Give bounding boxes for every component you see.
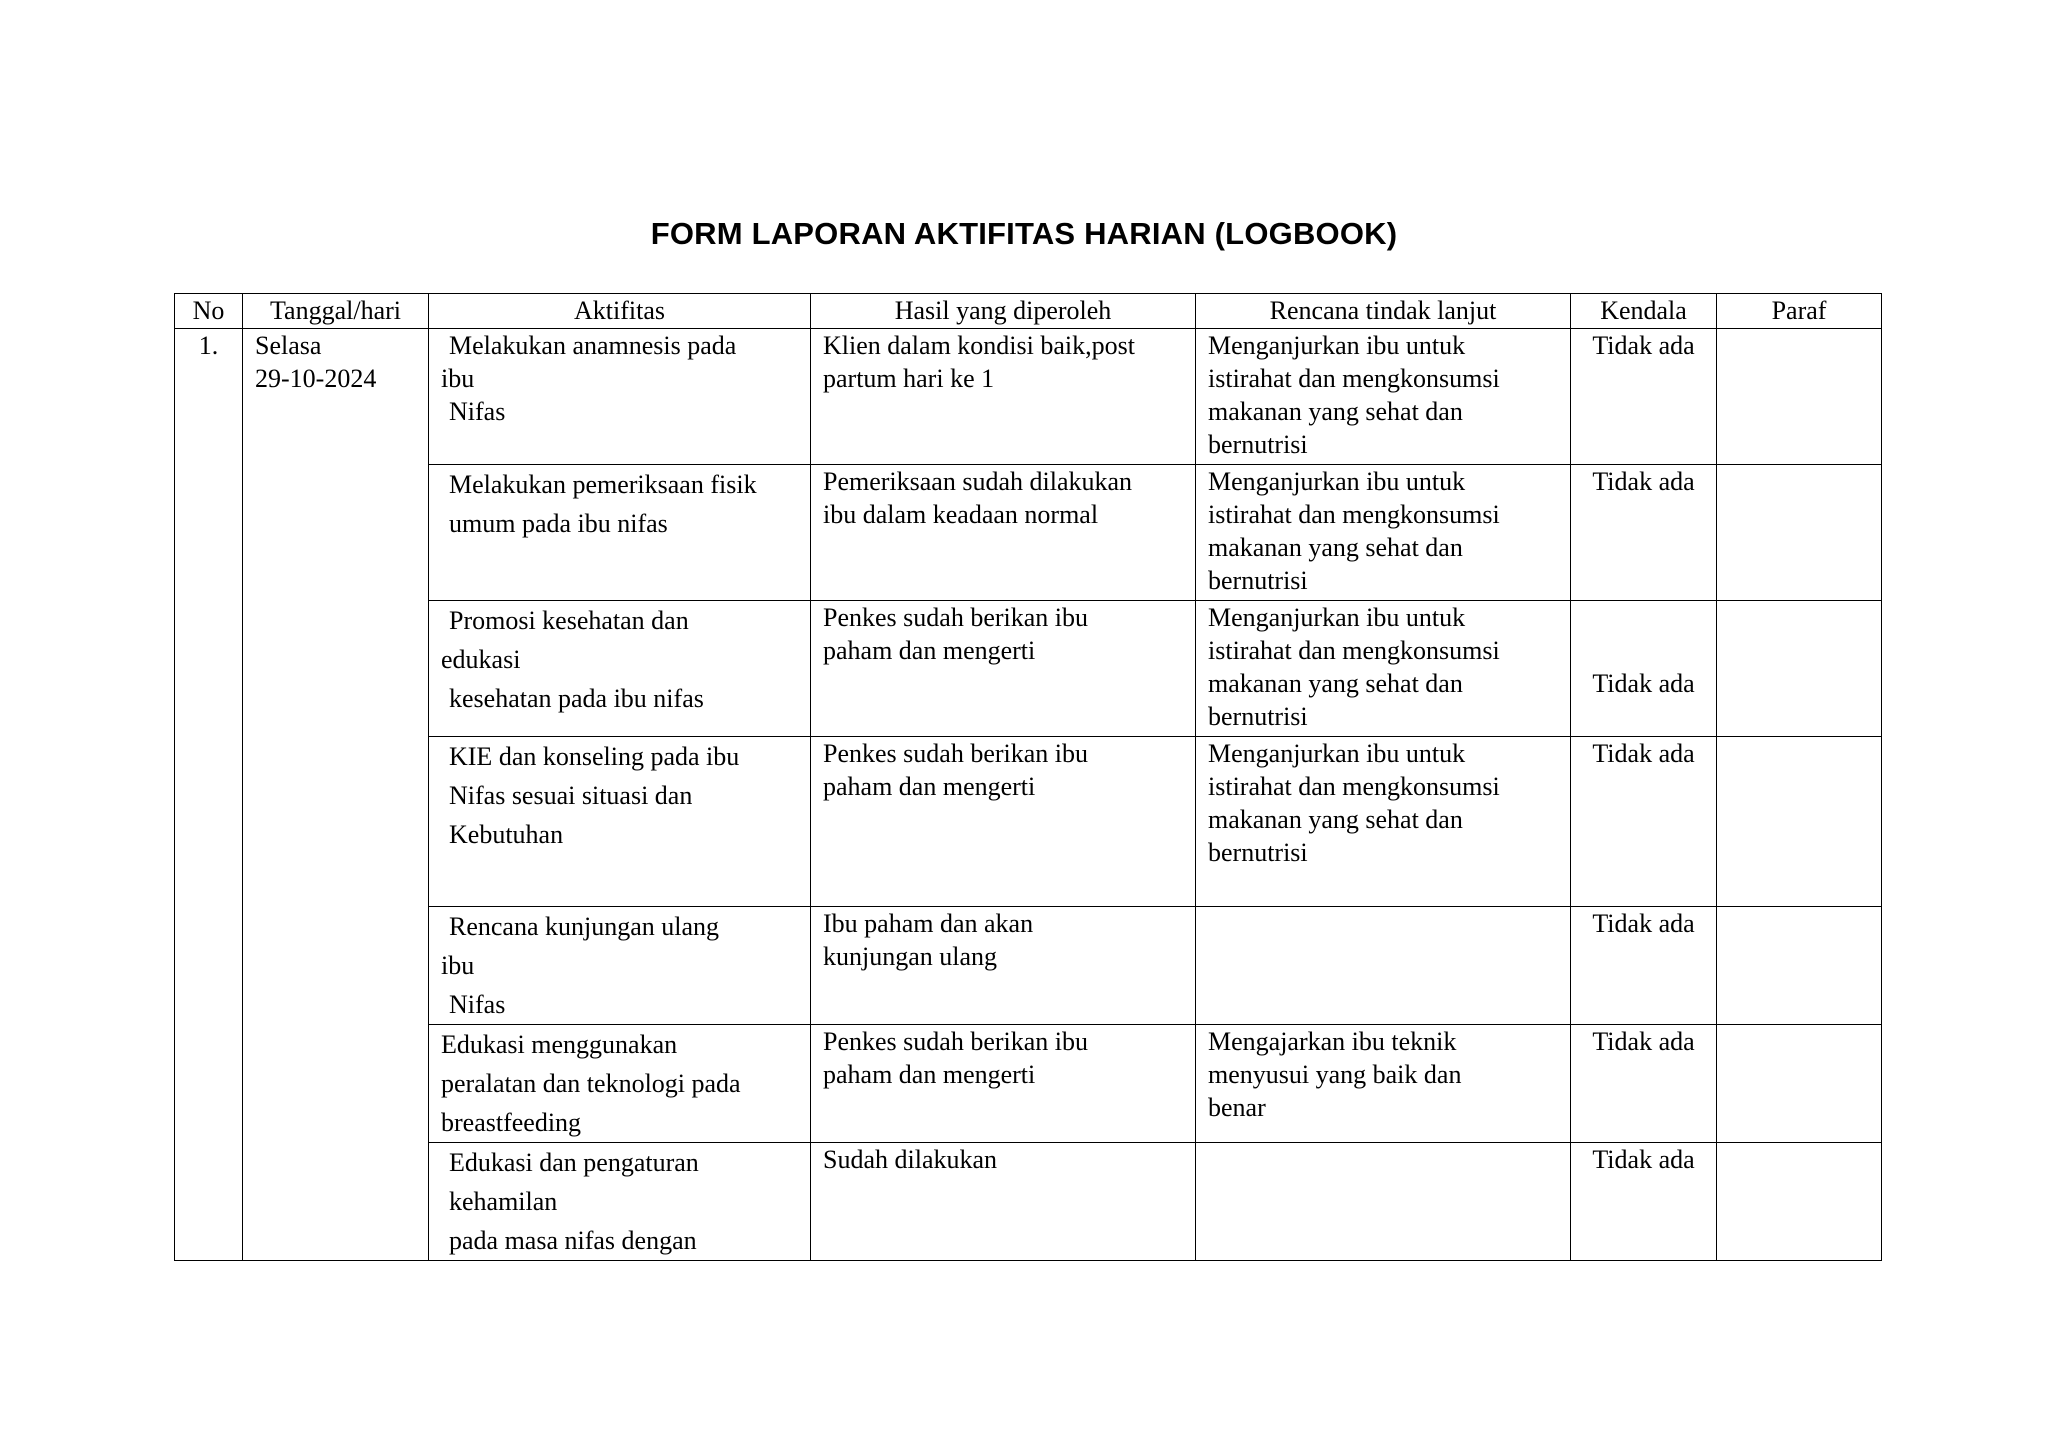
text-line: bernutrisi	[1208, 566, 1308, 595]
cell-rencana	[1196, 907, 1571, 1025]
text-line: makanan yang sehat dan	[1208, 397, 1463, 426]
cell-kendala: Tidak ada	[1571, 907, 1717, 1025]
table-row	[175, 601, 1882, 737]
table-row	[175, 907, 1882, 1025]
text-line: paham dan mengerti	[823, 1060, 1036, 1089]
date-label: 29-10-2024	[255, 364, 377, 393]
text-line: Melakukan anamnesis pada	[449, 331, 737, 360]
cell-hasil	[811, 737, 1196, 907]
cell-paraf	[1717, 329, 1882, 465]
cell-paraf	[1717, 465, 1882, 601]
page-title: FORM LAPORAN AKTIFITAS HARIAN (LOGBOOK)	[650, 216, 1398, 251]
text-line: Nifas	[449, 397, 506, 426]
text-line: Penkes sudah berikan ibu	[823, 739, 1089, 768]
cell-kendala: Tidak ada	[1571, 465, 1717, 601]
cell-hasil	[811, 1025, 1196, 1143]
text-line: Menganjurkan ibu untuk	[1208, 739, 1466, 768]
cell-kendala: Tidak ada	[1571, 329, 1717, 465]
cell-hasil	[811, 601, 1196, 737]
text-line: peralatan dan teknologi pada	[441, 1069, 741, 1098]
text-line: benar	[1208, 1093, 1266, 1122]
text-line: KIE dan konseling pada ibu	[449, 742, 740, 771]
cell-aktifitas	[429, 465, 811, 601]
text-line: Promosi kesehatan dan	[449, 606, 689, 635]
cell-kendala: Tidak ada	[1571, 737, 1717, 907]
text-line: Sudah dilakukan	[823, 1145, 998, 1174]
text-line: Penkes sudah berikan ibu	[823, 1027, 1089, 1056]
text-line: paham dan mengerti	[823, 636, 1036, 665]
cell-aktifitas	[429, 1025, 811, 1143]
text-line: kesehatan pada ibu nifas	[449, 684, 704, 713]
text-line: kunjungan ulang	[823, 942, 998, 971]
cell-kendala: Tidak ada	[1571, 1143, 1717, 1261]
text-line: Menganjurkan ibu untuk	[1208, 467, 1466, 496]
text-line: Ibu paham dan akan	[823, 909, 1034, 938]
cell-kendala: Tidak ada	[1571, 1025, 1717, 1143]
text-line: umum pada ibu nifas	[449, 509, 668, 538]
text-line: istirahat dan mengkonsumsi	[1208, 500, 1500, 529]
text-line: ibu	[441, 951, 475, 980]
header-row	[175, 294, 1882, 329]
table-row	[175, 1025, 1882, 1143]
text-line: ibu dalam keadaan normal	[823, 500, 1099, 529]
cell-aktifitas	[429, 601, 811, 737]
text-line: makanan yang sehat dan	[1208, 533, 1463, 562]
text-line: makanan yang sehat dan	[1208, 805, 1463, 834]
cell-rencana	[1196, 737, 1571, 907]
cell-rencana	[1196, 465, 1571, 601]
header-no: No	[175, 294, 243, 329]
cell-rencana	[1196, 1143, 1571, 1261]
text-line: partum hari ke 1	[823, 364, 995, 393]
cell-paraf	[1717, 1025, 1882, 1143]
text-line: paham dan mengerti	[823, 772, 1036, 801]
text-line: istirahat dan mengkonsumsi	[1208, 772, 1500, 801]
cell-paraf	[1717, 601, 1882, 737]
text-line: menyusui yang baik dan	[1208, 1060, 1462, 1089]
text-line: Menganjurkan ibu untuk	[1208, 603, 1466, 632]
header-aktifitas: Aktifitas	[429, 294, 811, 329]
text-line: Penkes sudah berikan ibu	[823, 603, 1089, 632]
cell-rencana	[1196, 601, 1571, 737]
text-line: Nifas sesuai situasi dan	[449, 781, 693, 810]
text-line: Rencana kunjungan ulang	[449, 912, 720, 941]
cell-aktifitas	[429, 907, 811, 1025]
table-row	[175, 1143, 1882, 1261]
text-line: Nifas	[449, 990, 506, 1019]
cell-tanggal	[243, 329, 429, 1261]
day-label: Selasa	[255, 331, 322, 360]
cell-paraf	[1717, 907, 1882, 1025]
text-line: Menganjurkan ibu untuk	[1208, 331, 1466, 360]
header-kendala: Kendala	[1571, 294, 1717, 329]
text-line: Mengajarkan ibu teknik	[1208, 1027, 1457, 1056]
text-line: Edukasi menggunakan	[441, 1030, 678, 1059]
cell-aktifitas	[429, 1143, 811, 1261]
text-line: Pemeriksaan sudah dilakukan	[823, 467, 1133, 496]
text-line: makanan yang sehat dan	[1208, 669, 1463, 698]
cell-paraf	[1717, 737, 1882, 907]
cell-rencana	[1196, 1025, 1571, 1143]
header-paraf: Paraf	[1717, 294, 1882, 329]
table-row	[175, 329, 1882, 465]
logbook-table	[174, 293, 1882, 1261]
text-line: istirahat dan mengkonsumsi	[1208, 636, 1500, 665]
text-line: breastfeeding	[441, 1108, 582, 1137]
text-line: bernutrisi	[1208, 702, 1308, 731]
text-line: pada masa nifas dengan	[449, 1226, 697, 1255]
header-rencana: Rencana tindak lanjut	[1196, 294, 1571, 329]
text-line: edukasi	[441, 645, 521, 674]
cell-paraf	[1717, 1143, 1882, 1261]
text-line: Kebutuhan	[449, 820, 564, 849]
table-row	[175, 737, 1882, 907]
text-line: ibu	[441, 364, 475, 393]
cell-kendala: Tidak ada	[1571, 601, 1717, 737]
text-line: Klien dalam kondisi baik,post	[823, 331, 1135, 360]
cell-hasil	[811, 465, 1196, 601]
cell-no: 1.	[175, 329, 243, 1261]
header-tanggal: Tanggal/hari	[243, 294, 429, 329]
text-line: istirahat dan mengkonsumsi	[1208, 364, 1500, 393]
header-hasil: Hasil yang diperoleh	[811, 294, 1196, 329]
cell-aktifitas	[429, 329, 811, 465]
table-row	[175, 465, 1882, 601]
cell-hasil	[811, 1143, 1196, 1261]
cell-aktifitas	[429, 737, 811, 907]
text-line: Edukasi dan pengaturan	[449, 1148, 699, 1177]
cell-hasil	[811, 329, 1196, 465]
cell-hasil	[811, 907, 1196, 1025]
text-line: Melakukan pemeriksaan fisik	[449, 470, 757, 499]
cell-rencana	[1196, 329, 1571, 465]
text-line: bernutrisi	[1208, 838, 1308, 867]
text-line: bernutrisi	[1208, 430, 1308, 459]
text-line: kehamilan	[449, 1187, 558, 1216]
